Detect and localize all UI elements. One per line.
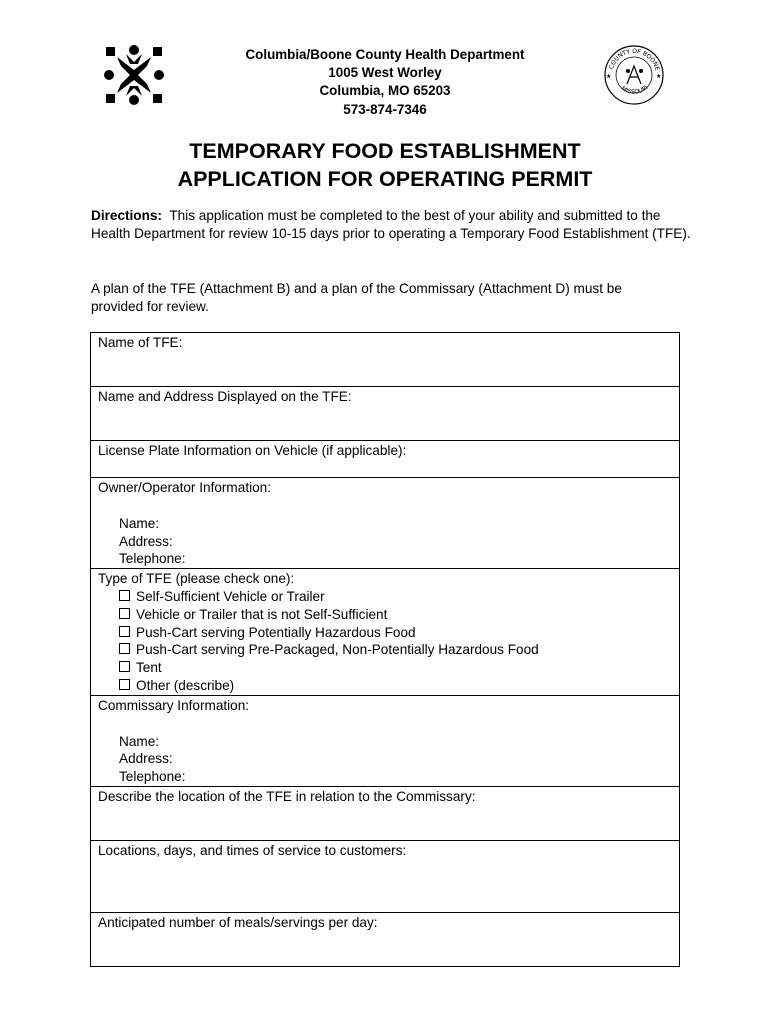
- commissary-section: [91, 695, 680, 786]
- tfe-type-option[interactable]: [98, 588, 672, 606]
- tfe-type-heading: Type of TFE (please check one):: [98, 571, 295, 587]
- directions-text: This application must be completed to the best of your ability and submitted to the Health Department for review 10-15 days prior to operating a Temporary Food Establishment (TFE).: [91, 208, 691, 242]
- checkbox[interactable]: [119, 608, 130, 619]
- owner-heading: Owner/Operator Information:: [98, 480, 272, 495]
- org-city: Columbia, MO 65203: [319, 83, 451, 99]
- seal-top-text: COUNTY OF BOONE: [607, 47, 661, 72]
- directions-label: Directions:: [91, 208, 163, 223]
- county-seal: [603, 44, 665, 106]
- svg-text:★: ★: [656, 73, 662, 80]
- directions-paragraph: [91, 207, 691, 243]
- owner-telephone-field[interactable]: Telephone:: [119, 551, 186, 567]
- org-phone: 573-874-7346: [343, 101, 427, 117]
- org-street: 1005 West Worley: [328, 65, 442, 81]
- meals-per-day-field[interactable]: [91, 912, 680, 966]
- tfe-type-option[interactable]: [98, 677, 672, 695]
- owner-address-field[interactable]: Address:: [119, 533, 173, 549]
- org-name: Columbia/Boone County Health Department: [245, 47, 525, 62]
- tfe-type-option[interactable]: [98, 624, 672, 642]
- service-locations-label: Locations, days, and times of service to customers:: [98, 842, 407, 858]
- service-locations-field[interactable]: [91, 840, 680, 912]
- document-title: [100, 137, 670, 193]
- option-label: Self-Sufficient Vehicle or Trailer: [136, 588, 325, 604]
- plan-paragraph: A plan of the TFE (Attachment B) and a plan of the Commissary (Attachment D) must be provided for review.: [91, 281, 622, 315]
- license-plate-label: License Plate Information on Vehicle (if applicable):: [98, 443, 407, 458]
- owner-name-field[interactable]: Name:: [119, 515, 160, 531]
- checkbox[interactable]: [119, 590, 130, 601]
- option-label: Push-Cart serving Pre-Packaged, Non-Potentially Hazardous Food: [136, 642, 539, 658]
- letterhead: [200, 46, 570, 119]
- commissary-name-field[interactable]: Name:: [119, 733, 160, 749]
- checkbox[interactable]: [119, 679, 130, 690]
- location-relation-label: Describe the location of the TFE in relation to the Commissary:: [98, 788, 476, 804]
- name-address-displayed-field[interactable]: [91, 387, 680, 441]
- tfe-type-section: [91, 569, 680, 696]
- option-label: Tent: [136, 660, 162, 676]
- commissary-heading: Commissary Information:: [98, 697, 250, 713]
- location-relation-field[interactable]: [91, 786, 680, 840]
- seal-bottom-text: MISSOURI: [619, 84, 650, 96]
- tfe-type-option[interactable]: [98, 641, 672, 659]
- name-address-displayed-label: Name and Address Displayed on the TFE:: [98, 389, 352, 404]
- commissary-telephone-field[interactable]: Telephone:: [119, 769, 186, 785]
- title-line-1: TEMPORARY FOOD ESTABLISHMENT: [189, 139, 581, 163]
- checkbox[interactable]: [119, 643, 130, 654]
- svg-text:★: ★: [606, 73, 612, 80]
- checkbox[interactable]: [119, 626, 130, 637]
- owner-operator-section: [91, 478, 680, 569]
- health-department-logo: [104, 44, 164, 106]
- tfe-type-option[interactable]: [98, 606, 672, 624]
- application-form: [90, 332, 680, 967]
- title-line-2: APPLICATION FOR OPERATING PERMIT: [177, 167, 593, 191]
- checkbox[interactable]: [119, 661, 130, 672]
- tfe-type-option[interactable]: [98, 659, 672, 677]
- meals-per-day-label: Anticipated number of meals/servings per day:: [98, 914, 378, 930]
- commissary-address-field[interactable]: Address:: [119, 751, 173, 767]
- option-label: Push-Cart serving Potentially Hazardous Food: [136, 624, 416, 640]
- option-label: Vehicle or Trailer that is not Self-Sufficient: [136, 606, 388, 622]
- name-of-tfe-label: Name of TFE:: [98, 335, 183, 350]
- license-plate-field[interactable]: [91, 441, 680, 478]
- option-label: Other (describe): [136, 677, 235, 693]
- name-of-tfe-field[interactable]: [91, 333, 680, 387]
